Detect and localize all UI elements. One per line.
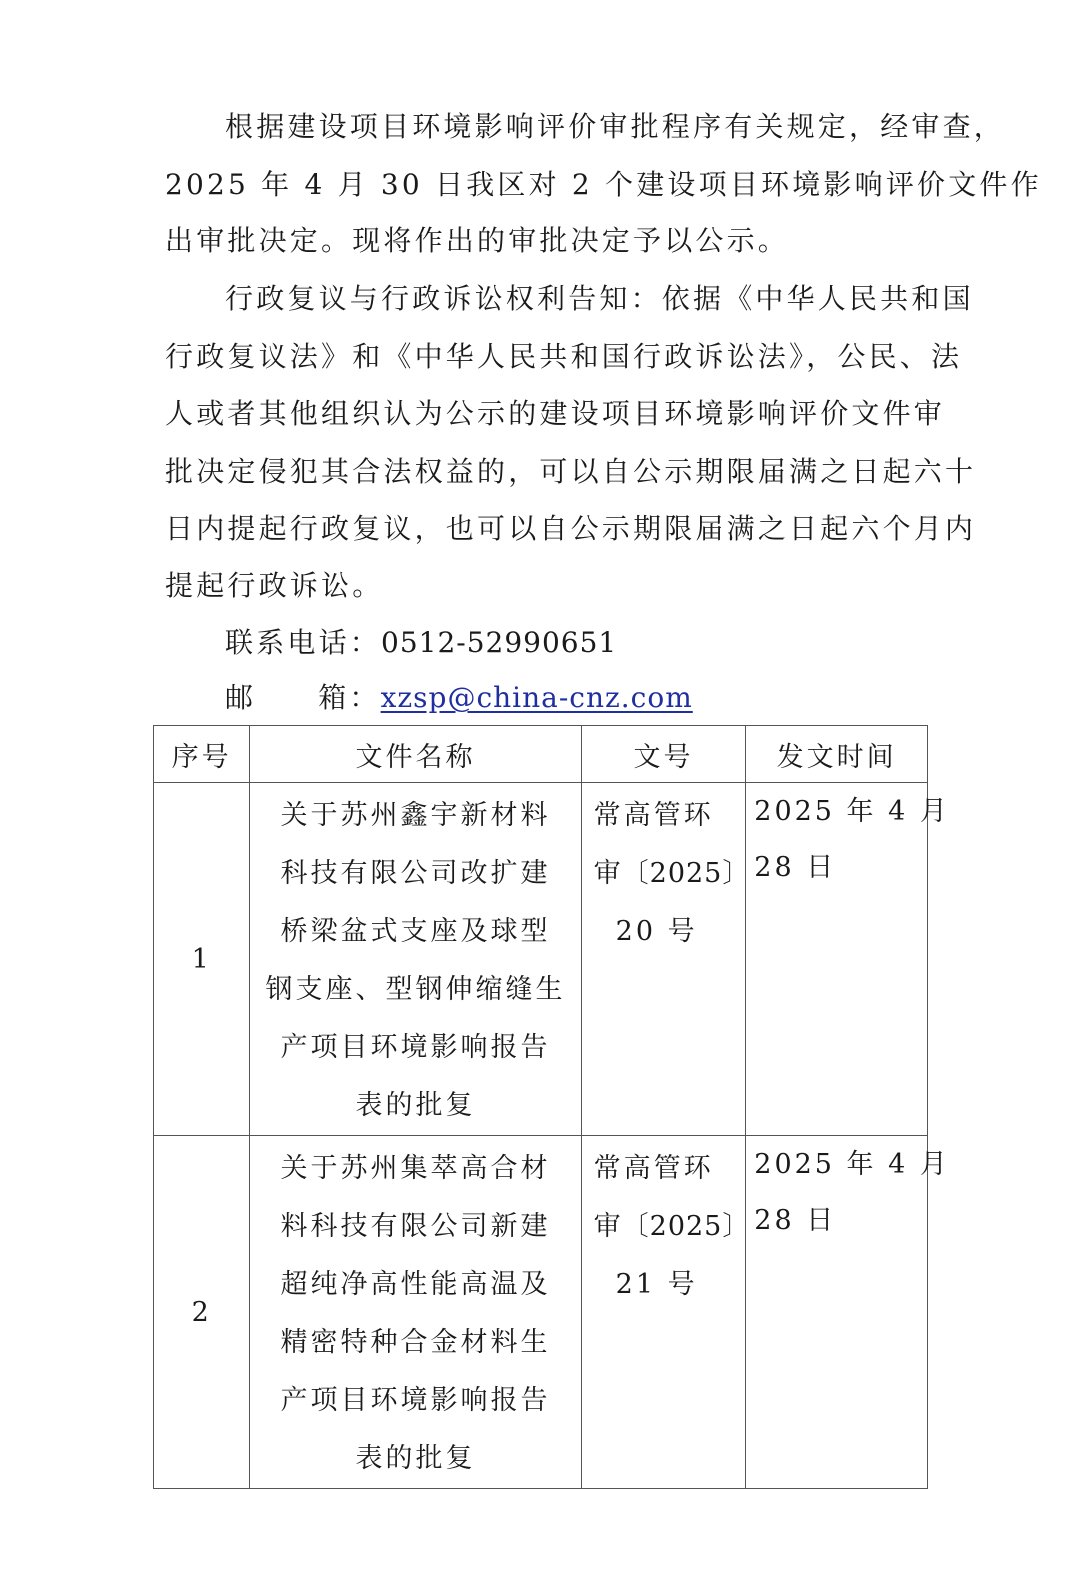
phone-number: 0512-52990651 bbox=[381, 626, 618, 659]
header-name: 文件名称 bbox=[250, 726, 581, 783]
rights-line: 人或者其他组织认为公示的建设项目环境影响评价文件审 bbox=[165, 397, 946, 430]
doc-number-line: 审〔2025〕 bbox=[593, 1211, 751, 1242]
header-no: 序号 bbox=[154, 726, 250, 783]
rights-line: 批决定侵犯其合法权益的，可以自公示期限届满之日起六十 bbox=[165, 455, 977, 488]
file-name-line: 超纯净高性能高温及 bbox=[280, 1269, 551, 1300]
table-row bbox=[154, 1136, 928, 1489]
phone-label: 联系电话： bbox=[225, 626, 382, 659]
contact-email bbox=[225, 681, 693, 715]
intro-line: 2025 年 4 月 30 日我区对 2 个建设项目环境影响评价文件作 bbox=[165, 168, 1042, 201]
rights-line: 行政复议法》和《中华人民共和国行政诉讼法》，公民、法 bbox=[165, 340, 963, 373]
file-name-line: 表的批复 bbox=[355, 1443, 476, 1474]
row-doc-number bbox=[581, 1136, 751, 1489]
date-line: 2025 年 4 月 bbox=[754, 796, 950, 827]
date-line: 28 日 bbox=[754, 852, 837, 883]
doc-number-line: 21 号 bbox=[615, 1269, 698, 1300]
doc-number-line: 常高管环 bbox=[593, 1153, 714, 1184]
header-date: 发文时间 bbox=[746, 726, 928, 783]
file-name-line: 精密特种合金材料生 bbox=[280, 1327, 551, 1358]
email-label-part1: 邮 bbox=[225, 681, 257, 714]
date-line: 28 日 bbox=[754, 1205, 837, 1236]
file-name-line: 产项目环境影响报告 bbox=[280, 1385, 551, 1416]
row-date bbox=[746, 783, 950, 1136]
email-link[interactable]: xzsp@china-cnz.com bbox=[380, 681, 693, 714]
doc-number-line: 审〔2025〕 bbox=[593, 858, 751, 889]
rights-line: 提起行政诉讼。 bbox=[165, 569, 384, 602]
email-label-part2: 箱： bbox=[318, 681, 381, 714]
file-name-line: 产项目环境影响报告 bbox=[280, 1032, 551, 1063]
doc-number-line: 常高管环 bbox=[593, 800, 714, 831]
row-no: 2 bbox=[154, 1136, 250, 1489]
doc-number-line: 20 号 bbox=[615, 916, 698, 947]
approval-table bbox=[153, 725, 950, 1489]
contact-phone bbox=[225, 626, 617, 660]
intro-line: 根据建设项目环境影响评价审批程序有关规定，经审查， bbox=[225, 110, 1006, 143]
rights-line: 日内提起行政复议，也可以自公示期限届满之日起六个月内 bbox=[165, 512, 977, 545]
table-row bbox=[154, 783, 928, 1136]
file-name-line: 桥梁盆式支座及球型 bbox=[280, 916, 551, 947]
file-name-line: 表的批复 bbox=[355, 1090, 476, 1121]
file-name-line: 科技有限公司改扩建 bbox=[280, 858, 551, 889]
file-name-line: 关于苏州鑫宇新材料 bbox=[280, 800, 551, 831]
row-date bbox=[746, 1136, 950, 1489]
header-doc-number: 文号 bbox=[581, 726, 746, 783]
table-header-row bbox=[154, 726, 928, 783]
row-no: 1 bbox=[154, 783, 250, 1136]
date-line: 2025 年 4 月 bbox=[754, 1149, 950, 1180]
file-name-line: 关于苏州集萃高合材 bbox=[280, 1153, 551, 1184]
row-file-name bbox=[250, 1136, 581, 1489]
intro-line: 出审批决定。现将作出的审批决定予以公示。 bbox=[165, 224, 790, 257]
row-file-name bbox=[250, 783, 581, 1136]
rights-line: 行政复议与行政诉讼权利告知：依据《中华人民共和国 bbox=[225, 282, 974, 315]
file-name-line: 料科技有限公司新建 bbox=[280, 1211, 551, 1242]
file-name-line: 钢支座、型钢伸缩缝生 bbox=[265, 974, 566, 1005]
row-doc-number bbox=[581, 783, 751, 1136]
